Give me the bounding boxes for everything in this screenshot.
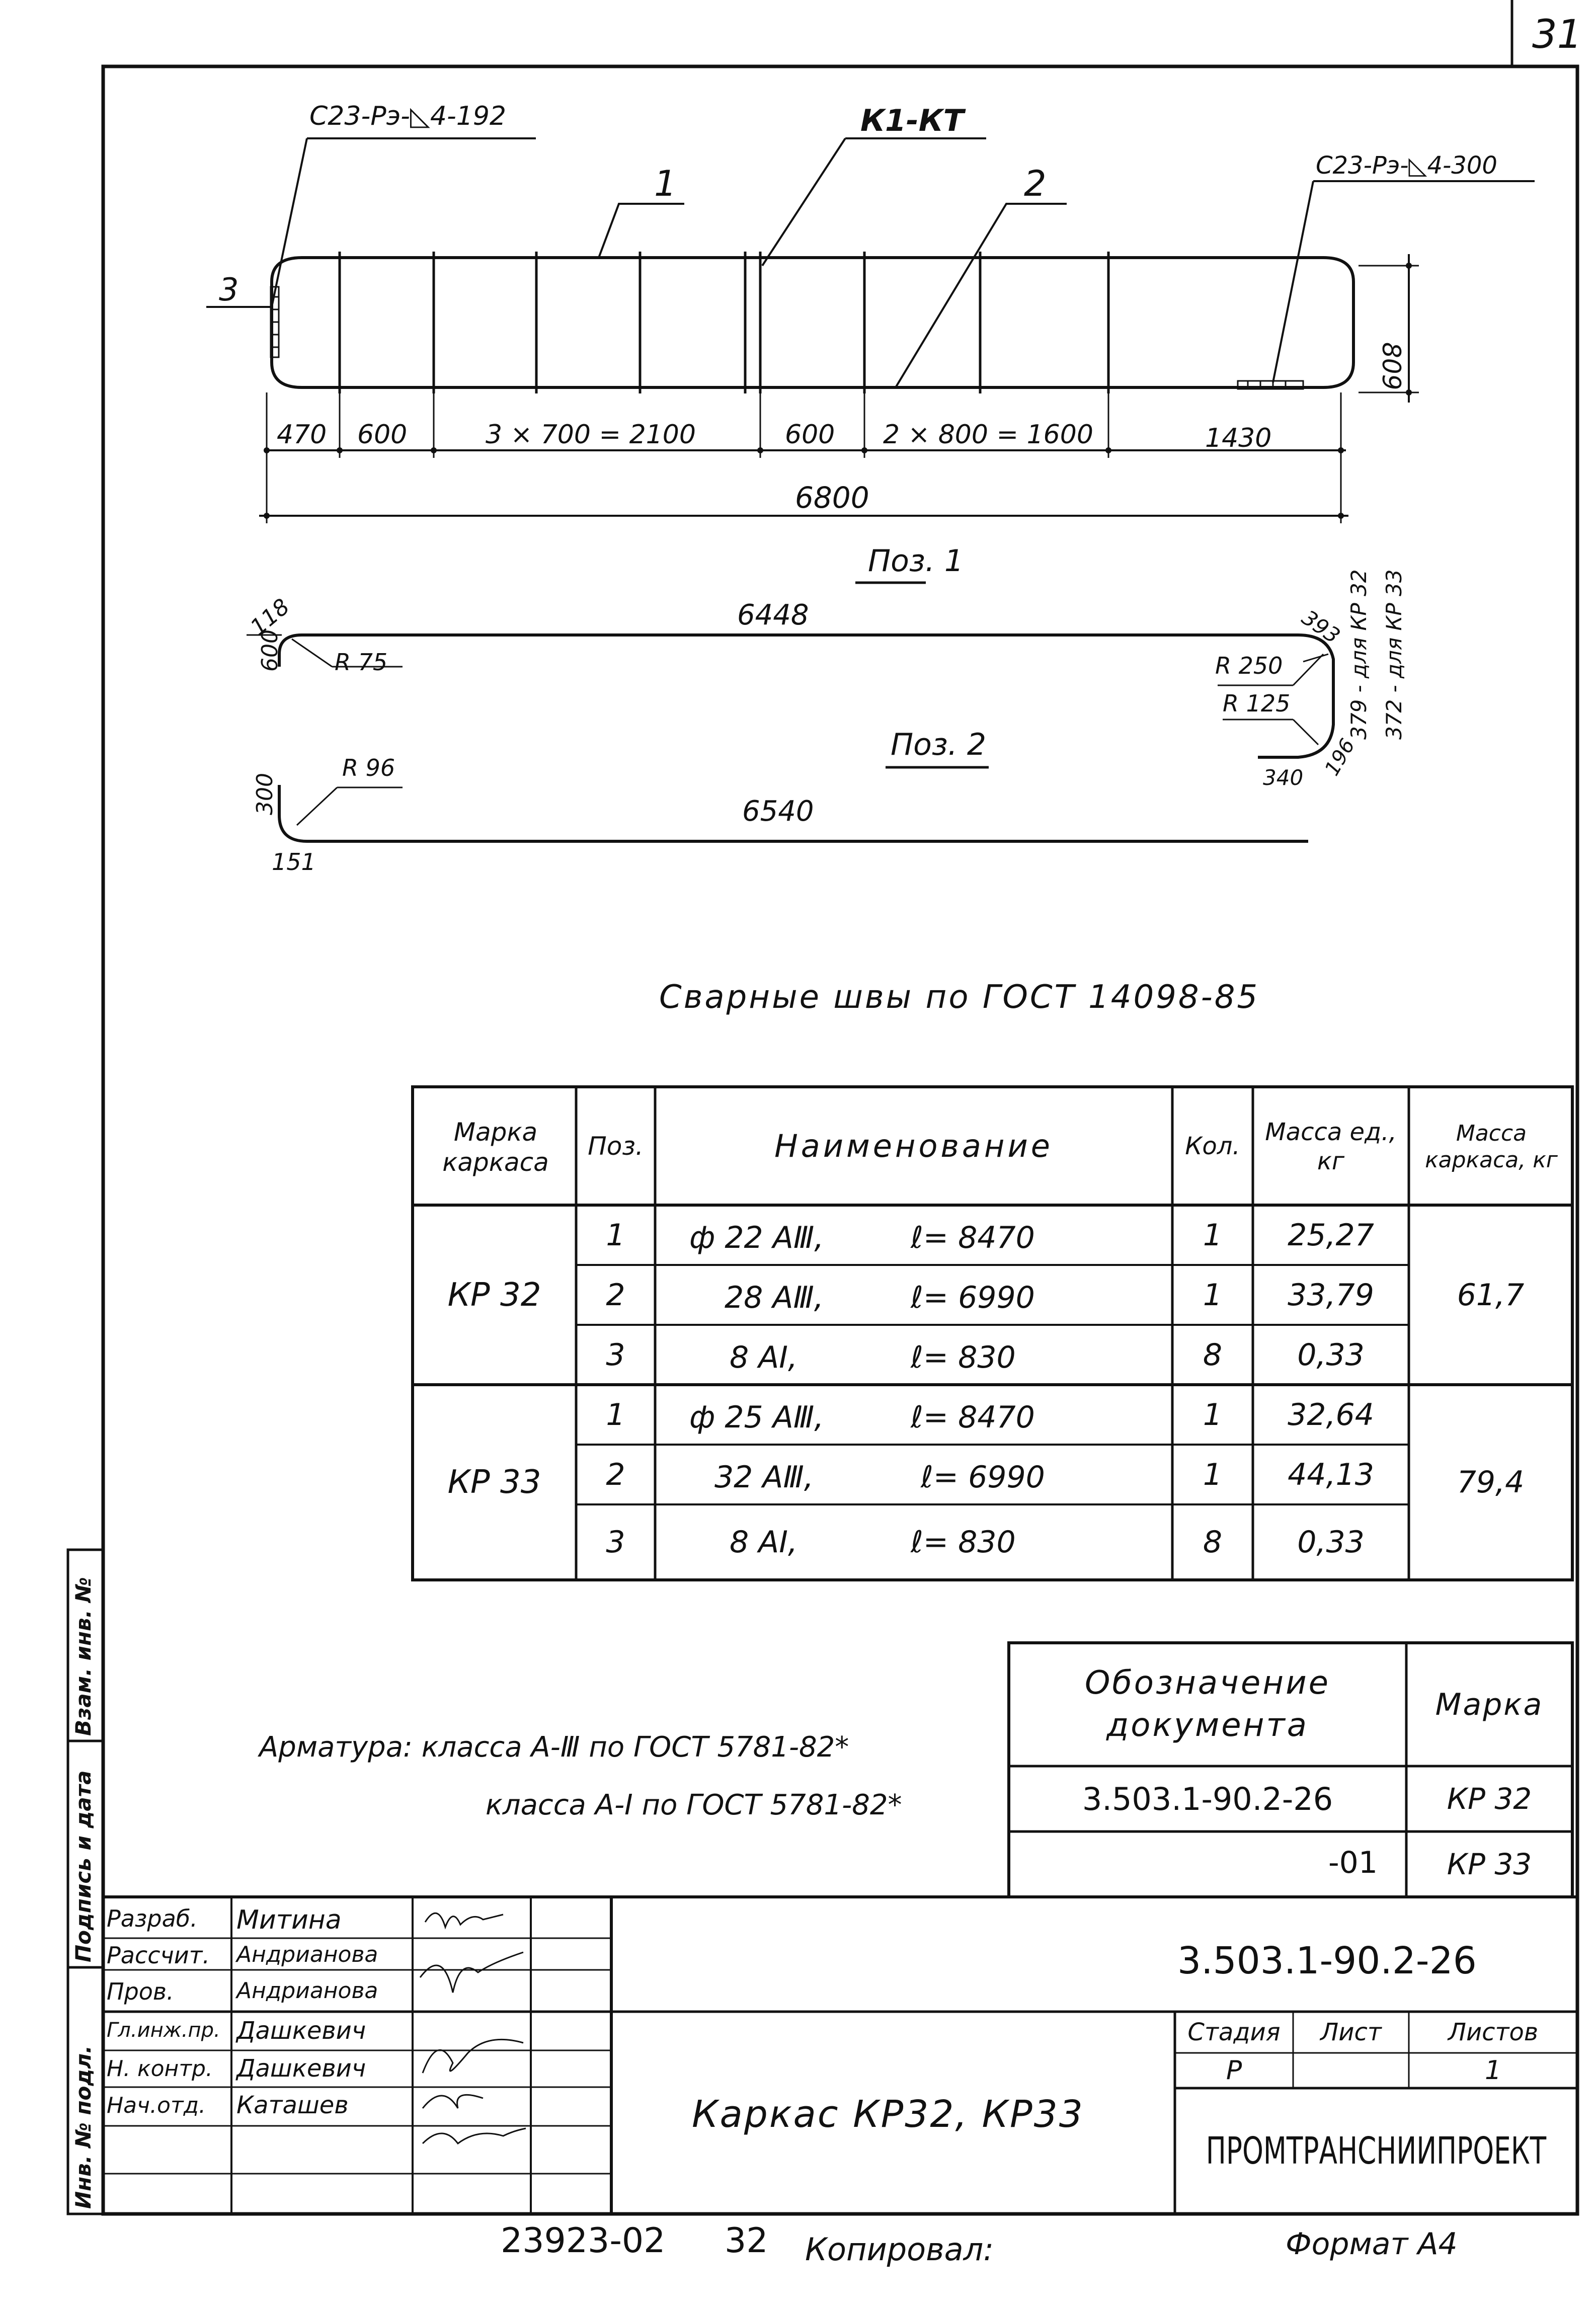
spec-qty: 1 [1203, 1217, 1223, 1253]
paz1-340: 340 [1263, 765, 1304, 790]
designation-doc-1: 3.503.1-90.2-26 [1082, 1780, 1333, 1817]
spec-mass: 33,79 [1288, 1277, 1374, 1313]
spec-mass: 44,13 [1288, 1457, 1374, 1492]
role-norm-control: Н. контр. [107, 2056, 213, 2082]
dim-600b: 600 [785, 420, 835, 450]
paz1-118: 118 [246, 594, 295, 641]
dim-3x700: 3 × 700 = 2100 [486, 420, 696, 450]
spec-name: 8 АI, [730, 1525, 798, 1560]
designation-mark-1: КР 32 [1447, 1782, 1532, 1816]
spec-name: 28 АⅢ, [725, 1280, 824, 1315]
drawing-title: Каркас КР32, КР33 [692, 2093, 1084, 2136]
height-dim: 809 [1377, 342, 1406, 390]
spec-pos: 1 [606, 1397, 625, 1433]
spec-length: ℓ= 6990 [921, 1460, 1045, 1495]
paz1-length: 6448 [737, 599, 809, 631]
paz1-600: 600 [257, 629, 283, 672]
stage-value: Р [1226, 2055, 1242, 2086]
rebar-note-line1: Арматура: класса А-Ⅲ по ГОСТ 5781-82* [259, 1731, 849, 1764]
spec-qty: 1 [1203, 1277, 1223, 1313]
spec-name: ф 22 АⅢ, [689, 1220, 824, 1255]
spec-qty: 1 [1203, 1457, 1223, 1492]
footer-code: 23923-02 [501, 2221, 666, 2261]
spec-pos: 3 [606, 1525, 625, 1560]
spec-mark-kr32: КР 32 [447, 1276, 541, 1314]
spec-header-name: Наименование [774, 1128, 1053, 1164]
weld-label-left: С23-Рэ-◺4-192 [309, 101, 506, 131]
role-checked: Пров. [107, 1978, 174, 2005]
dim-2x800: 2 × 800 = 1600 [883, 420, 1093, 450]
spec-pos: 1 [606, 1217, 625, 1253]
spec-length: ℓ= 8470 [911, 1220, 1035, 1255]
organization-name: ПРОМТРАНСНИИПРОЕКТ [1206, 2129, 1547, 2173]
sheet-number: 31 [1532, 12, 1582, 57]
name-norm-control: Дашкевич [236, 2054, 366, 2083]
spec-name: ф 25 АⅢ, [689, 1400, 824, 1435]
side-stamp-signature-date: Подпись и дата [71, 1770, 96, 1962]
spec-length: ℓ= 830 [911, 1340, 1016, 1375]
dim-1430: 1430 [1205, 423, 1272, 453]
designation-mark-2: КР 33 [1447, 1847, 1532, 1881]
paz1-393: 393 [1297, 605, 1345, 649]
pos2-callout: 2 [1024, 163, 1047, 204]
name-chief-engineer: Дашкевич [236, 2017, 366, 2045]
frame-mark-label: К1-КТ [860, 103, 964, 138]
spec-total-kr32: 61,7 [1457, 1277, 1525, 1313]
paz1-kr33-note: 372 - для КР 33 [1382, 569, 1406, 740]
rebar-note-line2: класса А-I по ГОСТ 5781-82* [486, 1789, 902, 1821]
name-dept-head: Каташев [236, 2091, 349, 2119]
paz2-r96: R 96 [342, 754, 395, 781]
spec-name: 8 АI, [730, 1340, 798, 1375]
dim-total: 6800 [795, 481, 869, 515]
spec-length: ℓ= 6990 [911, 1280, 1035, 1315]
name-developer: Митина [236, 1905, 342, 1935]
spec-header-unit-mass: Масса ед., кг [1265, 1118, 1397, 1175]
spec-mass: 0,33 [1297, 1525, 1365, 1560]
stage-label: Стадия [1187, 2018, 1281, 2046]
spec-qty: 8 [1203, 1337, 1223, 1373]
spec-header-frame-mass: Масса каркаса, кг [1425, 1121, 1558, 1173]
spec-header-pos: Поз. [588, 1131, 644, 1161]
spec-pos: 2 [606, 1277, 625, 1313]
designation-header-mark: Марка [1435, 1687, 1544, 1722]
role-developer: Разраб. [107, 1905, 198, 1932]
spec-qty: 1 [1203, 1397, 1223, 1433]
spec-length: ℓ= 830 [911, 1525, 1016, 1560]
sheets-label: Листов [1448, 2018, 1539, 2046]
paz2-title: Поз. 2 [891, 727, 987, 762]
paz1-r75: R 75 [335, 649, 388, 676]
spec-mass: 32,64 [1288, 1397, 1374, 1433]
weld-note: Сварные швы по ГОСТ 14098-85 [659, 979, 1260, 1016]
footer-num: 32 [725, 2221, 768, 2261]
spec-header-mark: Марка каркаса [442, 1118, 549, 1177]
doc-code: 3.503.1-90.2-26 [1177, 1939, 1477, 1982]
paz1-title: Поз. 1 [868, 543, 964, 579]
side-stamp-replace-inv: Взам. инв. № [71, 1577, 96, 1736]
role-calculated: Рассчит. [107, 1942, 210, 1969]
footer-format: Формат А4 [1286, 2226, 1458, 2262]
paz1-r250: R 250 [1215, 652, 1283, 679]
paz1-r125: R 125 [1223, 690, 1291, 717]
spec-mass: 0,33 [1297, 1337, 1365, 1373]
role-dept-head: Нач.отд. [107, 2093, 206, 2118]
spec-header-qty: Кол. [1185, 1132, 1240, 1160]
spec-pos: 3 [606, 1337, 625, 1373]
designation-header-doc: Обозначение документа [1084, 1664, 1331, 1744]
spec-total-kr33: 79,4 [1457, 1465, 1525, 1500]
paz2-300: 300 [252, 773, 278, 815]
sheet-value [1293, 2053, 1409, 2088]
name-checked: Андрианова [236, 1978, 378, 2004]
dim-470: 470 [277, 420, 327, 450]
role-chief-engineer: Гл.инж.пр. [107, 2019, 220, 2042]
name-calculated: Андрианова [236, 1942, 378, 1967]
paz1-kr32-note: 379 - для КР 32 [1346, 569, 1371, 740]
sheets-value: 1 [1484, 2055, 1502, 2086]
designation-doc-2: -01 [1328, 1845, 1378, 1880]
spec-mass: 25,27 [1288, 1217, 1374, 1253]
sheet-label: Лист [1320, 2018, 1382, 2046]
footer-copied: Копировал: [805, 2231, 994, 2268]
weld-label-right: С23-Рэ-◺4-300 [1316, 151, 1497, 180]
spec-name: 32 АⅢ, [714, 1460, 814, 1495]
side-stamp-original-inv: Инв. № подл. [71, 2045, 96, 2209]
paz2-length: 6540 [742, 795, 814, 828]
paz2-151: 151 [272, 848, 316, 876]
pos1-callout: 1 [654, 163, 677, 204]
dim-600a: 600 [357, 420, 408, 450]
spec-mark-kr33: КР 33 [447, 1464, 541, 1501]
spec-length: ℓ= 8470 [911, 1400, 1035, 1435]
spec-pos: 2 [606, 1457, 625, 1492]
paz1-196: 196 [1320, 735, 1360, 780]
pos3-callout: 3 [219, 271, 239, 308]
spec-qty: 8 [1203, 1525, 1223, 1560]
